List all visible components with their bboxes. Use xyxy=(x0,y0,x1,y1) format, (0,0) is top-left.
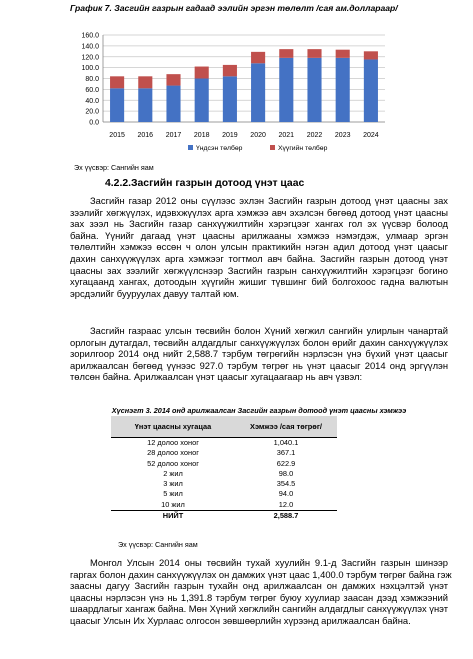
bar-segment xyxy=(364,51,378,59)
securities-table xyxy=(111,416,337,521)
table-header-amount: Хэмжээ /сая төгрөг/ xyxy=(235,416,337,438)
legend-label: Хүүгийн төлбөр xyxy=(278,145,328,152)
x-tick-label: 2024 xyxy=(363,132,379,139)
text-line: төлөлтийн хэмжээ өссөн ч олон улсын практикийн нэгэн адил дотоод үнэт цаасыг xyxy=(70,241,448,253)
x-tick-label: 2018 xyxy=(193,132,210,139)
total-amount: 2,588.7 xyxy=(235,511,337,522)
tenure-cell: 28 долоо хоног xyxy=(147,448,199,458)
bar-segment xyxy=(307,49,321,58)
text-line: Засгийн газраас улсын төсвийн болон Хүний хөгжил сангийн улирлын чанартай xyxy=(90,325,448,336)
paragraph-1 xyxy=(70,195,448,299)
text-line: эрсдэлийг бууруулах давуу талтай юм. xyxy=(70,287,240,299)
text-line: зах зээл нь Засгийн газар санхүүжилтийн хэрэгцээг хангах гол эх үүсвэр болоод xyxy=(70,218,448,230)
amount-cell: 622.9 xyxy=(276,458,296,468)
bar-segment xyxy=(195,79,209,123)
debt-repayment-chart xyxy=(70,18,400,160)
amount-cell: 354.5 xyxy=(276,479,296,489)
bar-segment xyxy=(110,88,124,122)
y-tick-label: 100.0 xyxy=(81,65,99,73)
text-line: зээлийг хөгжүүлэх, идэвхжүүлэх арга хэмжээ авч эхэлсэн бөгөөд дотоод үнэт цаасны xyxy=(70,206,448,218)
y-tick-label: 20.0 xyxy=(85,108,99,116)
text-line: цаасыг Улсын Их Хурлаас олгосон зөвшөөрлийн хүрээнд арилжаалсан байна. xyxy=(70,614,411,626)
tenure-cell: 10 жил xyxy=(161,499,185,509)
table-row xyxy=(111,438,337,449)
bar-segment xyxy=(336,58,350,122)
amount-cell: 98.0 xyxy=(278,468,294,478)
x-tick-label: 2020 xyxy=(250,132,266,139)
bar-segment xyxy=(364,59,378,122)
text-line: дахин санхүүжүүлэх арга хэмжээг тогтмол авч байна. Засгийн газрын дотоод үнэт xyxy=(70,252,448,264)
text-line: Монгол Улсын 2014 оны төсвийн тухай хуулийн 9.1-д Засгийн газрын шинээр xyxy=(90,557,448,568)
text-line: Засгийн газар 2012 оны сүүлээс эхлэн Засгийн газрын дотоод үнэт цаасны зах xyxy=(90,195,448,206)
y-tick-label: 80.0 xyxy=(85,76,99,83)
legend-label: Үндсэн төлбөр xyxy=(196,145,243,152)
x-axis xyxy=(109,132,378,139)
y-tick-label: 160.0 xyxy=(81,32,99,40)
table-header-row xyxy=(111,416,337,438)
text-line: хугацаанд хангах, дотоодын хүүгийн жишиг түвшинг бий болгохоос гадна валютын xyxy=(70,276,448,288)
x-tick-label: 2016 xyxy=(137,132,154,139)
section-heading: 4.2.2.Засгийн газрын дотоод үнэт цаас xyxy=(105,178,305,189)
table-row xyxy=(111,448,337,458)
text-line: арилжаалсан бөгөөд үүнээс 927.0 тэрбум төгрөг нь үнэт цаасыг 2014 онд эргүүлэн xyxy=(70,359,448,371)
x-tick-label: 2017 xyxy=(165,132,182,139)
bar-segment xyxy=(110,76,124,88)
tenure-cell: 52 долоо хоног xyxy=(147,458,199,468)
x-tick-label: 2022 xyxy=(306,132,323,139)
text-line: шаардлагыг хангаж байна. Мөн Хүний хөгжлийн сангийн алдагдлыг санхүүжүүлэх үнэт xyxy=(70,603,448,615)
chart-legend xyxy=(188,144,328,152)
amount-cell: 94.0 xyxy=(278,489,294,499)
bar-segment xyxy=(166,74,180,85)
paragraph-2 xyxy=(70,325,448,383)
table-row xyxy=(111,479,337,489)
table-header-tenure: Үнэт цаасны хугацаа xyxy=(111,416,235,438)
table-total-row xyxy=(111,511,337,522)
table-row xyxy=(111,459,337,469)
chart-title: График 7. Засгийн газрын гадаад ээлийн эргэн төлөлт /сая ам.доллараар/ xyxy=(70,3,398,13)
x-tick-label: 2023 xyxy=(334,132,351,139)
bar-segment xyxy=(307,58,321,122)
bar-segment xyxy=(223,76,237,122)
bar-segment xyxy=(279,58,293,122)
bar-segment xyxy=(336,50,350,58)
chart-source-note: Эх үүсвэр: Сангийн яам xyxy=(74,163,154,172)
y-tick-label: 140.0 xyxy=(81,43,99,51)
text-line: зорилгоор 2014 онд нийт 2,588.7 тэрбум төгрөгийн нэрлэсэн үнэ бүхий үнэт цаасыг xyxy=(70,348,448,360)
tenure-cell: 12 долоо хоног xyxy=(147,438,199,447)
text-line: заасны дагуу Засгийн газрын тухайн онд арилжаалсан он дамжих нэхцэлтэй үнэт xyxy=(70,580,448,592)
y-tick-label: 0.0 xyxy=(89,119,99,127)
bar-segment xyxy=(251,63,265,122)
bar-segment xyxy=(138,88,152,122)
tenure-cell: 5 жил xyxy=(163,489,183,499)
table-row xyxy=(111,489,337,499)
bar-segment xyxy=(251,52,265,63)
x-tick-label: 2021 xyxy=(278,132,295,139)
table-row xyxy=(111,469,337,479)
bar-segment xyxy=(138,76,152,88)
text-line: гаргах болон дахин санхүүжүүлэх он дамжих үнэт цаас 1,400.0 тэрбум төгрөг байна гэж xyxy=(70,568,452,580)
text-line: төлсөн байна. Арилжаалсан үнэт цаасыг хугацаагаар нь авч үзвэл: xyxy=(70,371,363,383)
x-tick-label: 2019 xyxy=(222,132,238,139)
y-tick-label: 60.0 xyxy=(85,86,99,94)
paragraph-3 xyxy=(70,557,452,627)
text-line: орлогын дутагдал, төсвийн алдагдлыг санхүүжүүлэх болон өрийг дахин санхүүжүүлэх xyxy=(70,336,448,348)
y-tick-label: 120.0 xyxy=(81,54,99,62)
total-label: НИЙТ xyxy=(111,511,235,522)
text-line: цаасны зах зээлийг хөгжүүлснээр Засгийн газрын санхүүжилтийн хэрэгцээг богино xyxy=(70,264,448,276)
bar-segment xyxy=(223,65,237,76)
amount-cell: 12.0 xyxy=(278,499,294,509)
legend-swatch xyxy=(188,145,193,150)
text-line: цаасны нэрлэсэн үнэ нь 1,391.8 тэрбум төгрөг буюу хуулиар заасан дээд хэмжээний xyxy=(70,591,448,603)
bar-segment xyxy=(166,86,180,122)
legend-swatch xyxy=(270,145,275,150)
tenure-cell: 2 жил xyxy=(163,468,183,478)
y-tick-label: 40.0 xyxy=(85,97,99,105)
bar-segment xyxy=(195,67,209,79)
amount-cell: 1,040.1 xyxy=(273,438,299,447)
table-row xyxy=(111,500,337,511)
tenure-cell: 3 жил xyxy=(163,479,183,489)
table-title: Хүснэгт 3. 2014 онд арилжаалсан Засгийн газрын дотоод үнэт цаасны хэмжээ xyxy=(111,406,407,415)
amount-cell: 367.1 xyxy=(276,448,296,458)
x-tick-label: 2015 xyxy=(109,132,125,139)
text-line: байна. Үүнийг дагаад үнэт цаасны арилжааны хэмжээ нэмэгдэж, улмаар эргэн xyxy=(70,229,448,241)
table-source-note: Эх үүсвэр: Сангийн яам xyxy=(118,540,198,549)
bar-segment xyxy=(279,49,293,58)
